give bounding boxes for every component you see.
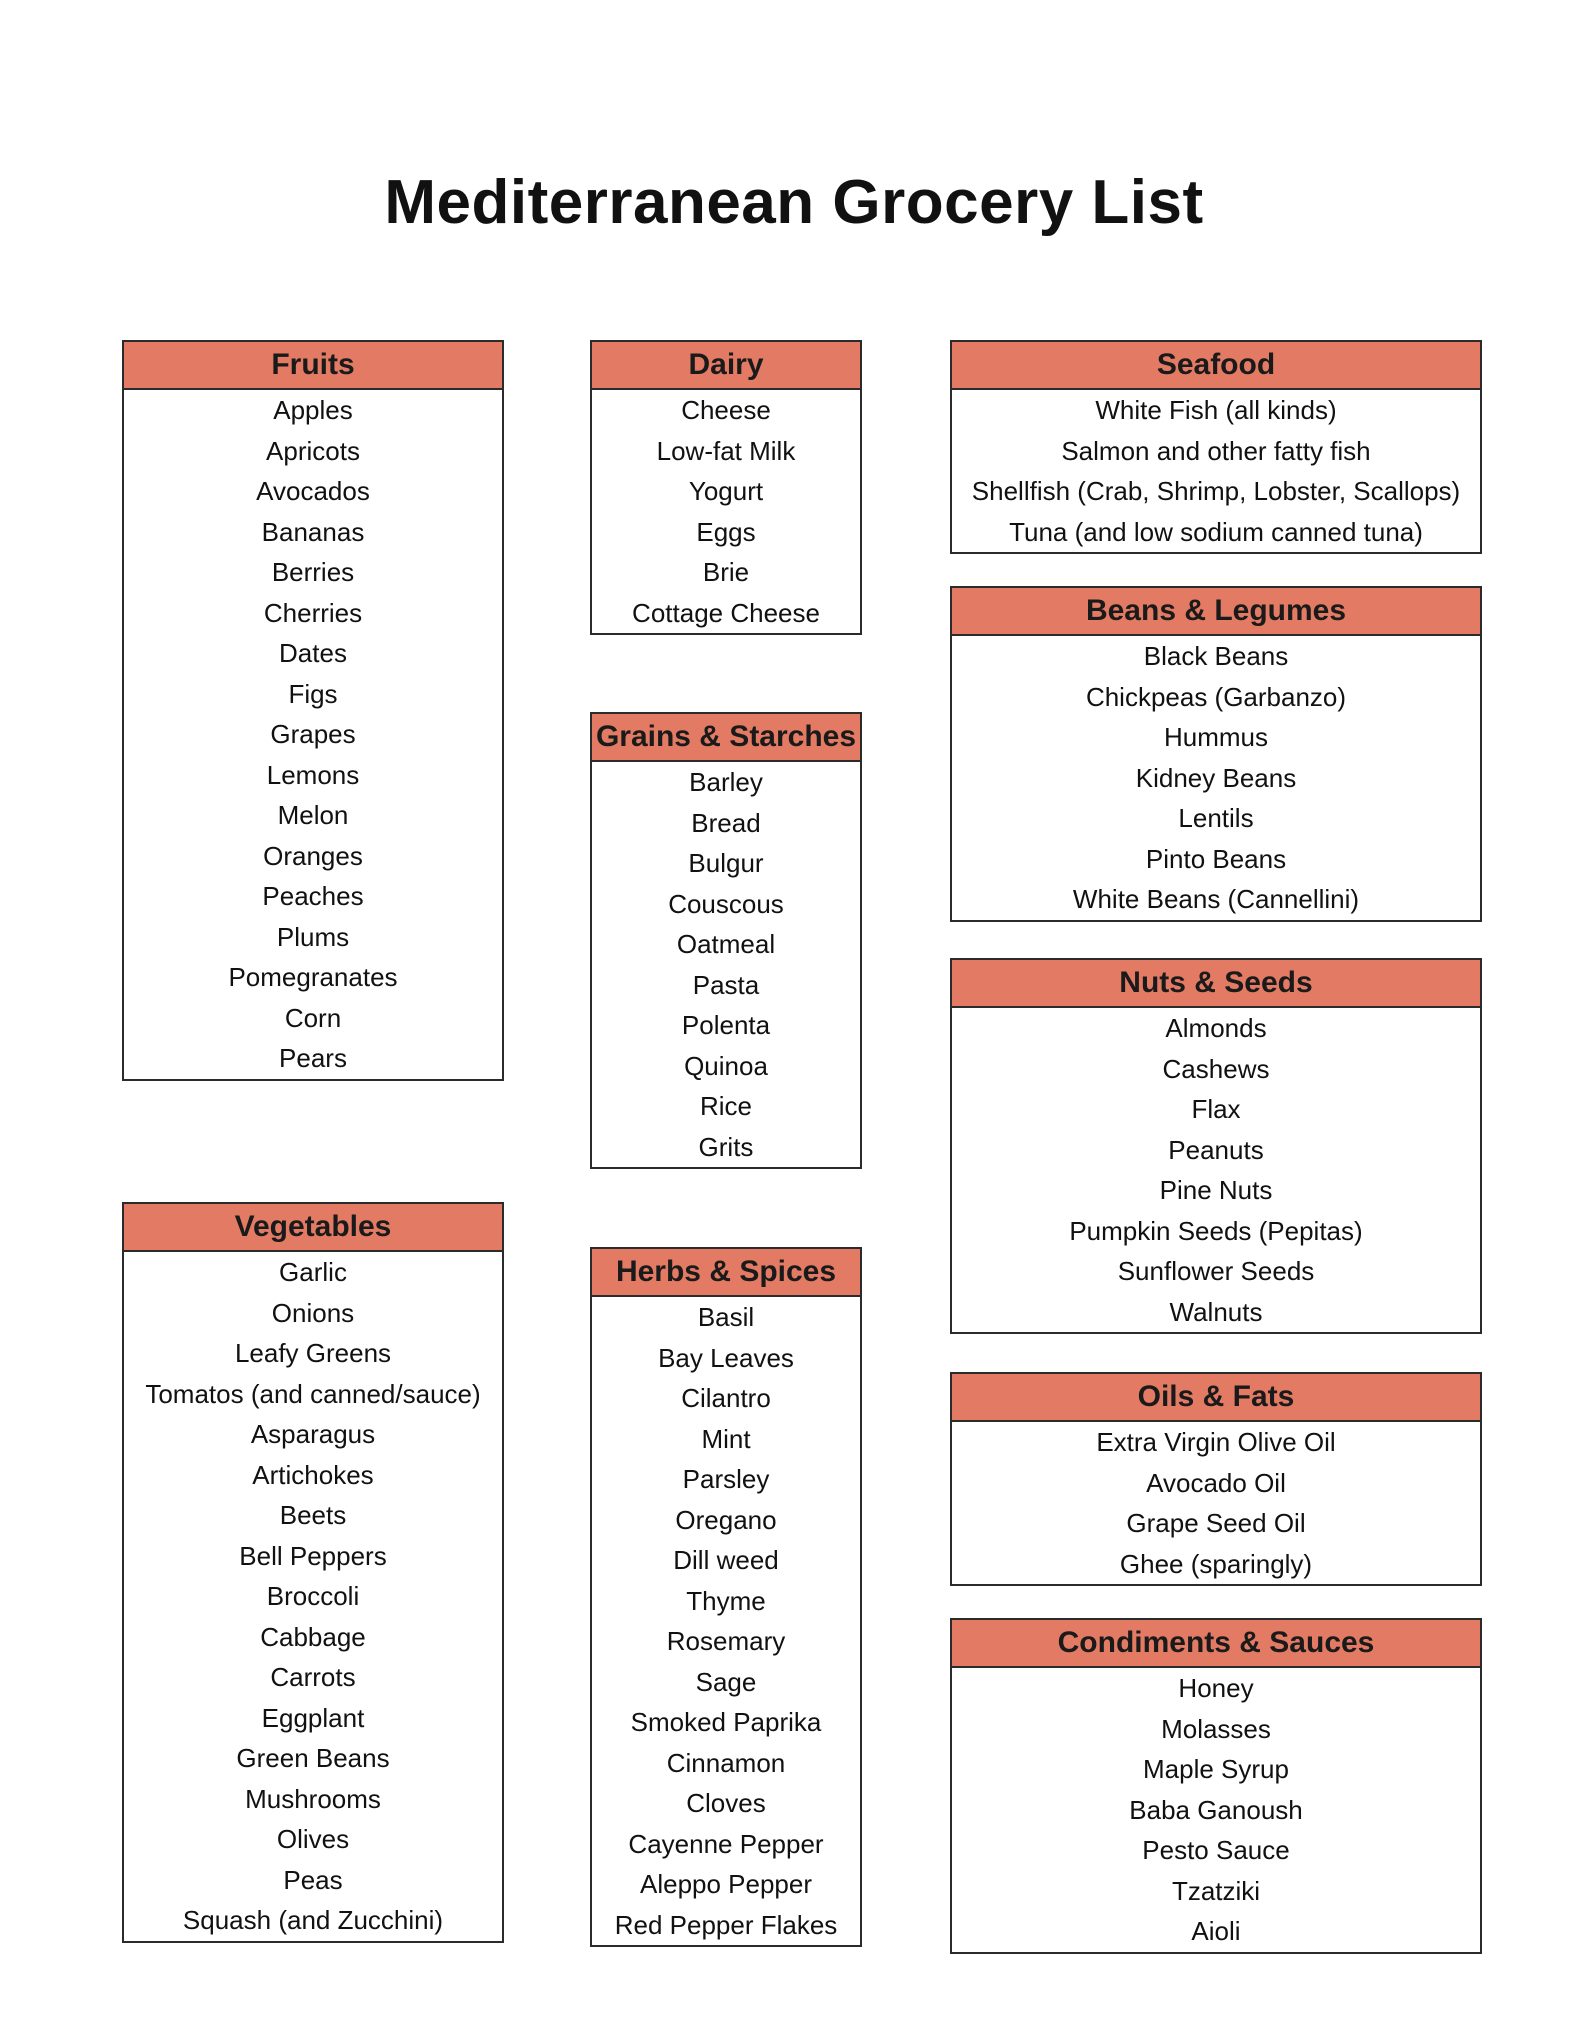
dairy-box (590, 340, 862, 635)
list-item: Almonds (1165, 1013, 1267, 1043)
beans-header: Beans & Legumes (952, 588, 1480, 636)
list-item: Tuna (and low sodium canned tuna) (1009, 516, 1423, 547)
list-item: Oregano (675, 1504, 777, 1535)
beans-box (950, 586, 1482, 922)
seafood-list (952, 390, 1480, 552)
oils-box (950, 1372, 1482, 1586)
condiments-header: Condiments & Sauces (952, 1620, 1480, 1668)
list-item: Peas (283, 1864, 343, 1895)
list-item: Bell Peppers (239, 1540, 387, 1571)
list-item: Apricots (266, 435, 360, 466)
list-item: Dill weed (673, 1545, 779, 1575)
list-item: Bulgur (688, 848, 764, 878)
list-item: Broccoli (266, 1581, 360, 1611)
herbs-header: Herbs & Spices (592, 1249, 860, 1297)
list-item: Bananas (261, 516, 365, 547)
list-item: White Beans (Cannellini) (1072, 884, 1360, 914)
dairy-header: Dairy (592, 342, 860, 390)
list-item: Basil (697, 1302, 755, 1332)
list-item: Kidney Beans (1135, 762, 1297, 793)
beans-list (952, 636, 1480, 920)
list-item: Eggplant (261, 1702, 365, 1733)
list-item: Olives (276, 1824, 350, 1854)
page-title: Mediterranean Grocery List (384, 168, 1204, 237)
list-item: Walnuts (1169, 1296, 1263, 1327)
grains-header: Grains & Starches (592, 714, 860, 762)
grains-box (590, 712, 862, 1169)
list-item: Dates (279, 638, 347, 668)
list-item: Pomegranates (228, 962, 398, 992)
list-item: White Fish (all kinds) (1095, 395, 1337, 425)
list-item: Cloves (686, 1788, 766, 1818)
herbs-list (592, 1297, 860, 1945)
list-item: Black Beans (1143, 641, 1289, 671)
list-item: Rosemary (666, 1626, 786, 1656)
list-item: Cherries (263, 597, 363, 628)
list-item: Quinoa (684, 1050, 768, 1081)
list-item: Cheese (681, 395, 771, 425)
vegetables-list (124, 1252, 502, 1941)
list-item: Baba Ganoush (1129, 1794, 1303, 1825)
list-item: Sage (695, 1666, 757, 1697)
list-item: Pasta (692, 969, 760, 1000)
list-item: Lentils (1178, 803, 1254, 833)
list-item: Pinto Beans (1145, 843, 1287, 874)
list-item: Carrots (270, 1662, 356, 1692)
seafood-box (950, 340, 1482, 554)
list-item: Beets (279, 1500, 347, 1530)
list-item: Oatmeal (676, 929, 776, 959)
oils-header: Oils & Fats (952, 1374, 1480, 1422)
list-item: Bay Leaves (658, 1342, 794, 1373)
list-item: Green Beans (236, 1743, 390, 1773)
list-item: Grits (698, 1131, 754, 1162)
list-item: Asparagus (250, 1419, 376, 1449)
nuts-header: Nuts & Seeds (952, 960, 1480, 1008)
list-item: Cabbage (260, 1621, 366, 1652)
list-item: Parsley (682, 1464, 770, 1494)
list-item: Polenta (681, 1010, 771, 1040)
list-item: Tzatziki (1171, 1875, 1261, 1906)
list-item: Oranges (263, 840, 363, 871)
list-item: Molasses (1161, 1713, 1271, 1744)
list-item: Leafy Greens (234, 1338, 392, 1368)
list-item: Cinnamon (666, 1747, 786, 1778)
list-item: Cashews (1162, 1053, 1270, 1084)
grains-list (592, 762, 860, 1167)
condiments-box (950, 1618, 1482, 1954)
list-item: Bread (691, 807, 761, 838)
list-item: Pesto Sauce (1142, 1835, 1290, 1865)
list-item: Honey (1178, 1673, 1254, 1703)
list-item: Maple Syrup (1143, 1754, 1289, 1784)
list-item: Melon (277, 800, 349, 830)
fruits-box (122, 340, 504, 1081)
nuts-box (950, 958, 1482, 1334)
list-item: Smoked Paprika (630, 1707, 822, 1737)
list-item: Barley (689, 767, 763, 797)
list-item: Peanuts (1168, 1134, 1264, 1165)
list-item: Cottage Cheese (632, 597, 820, 628)
list-item: Mint (701, 1423, 751, 1454)
nuts-list (952, 1008, 1480, 1332)
oils-list (952, 1422, 1480, 1584)
list-item: Grape Seed Oil (1126, 1508, 1306, 1538)
list-item: Aleppo Pepper (639, 1869, 813, 1899)
list-item: Yogurt (688, 476, 764, 506)
list-item: Brie (702, 557, 750, 587)
list-item: Pine Nuts (1159, 1175, 1273, 1205)
list-item: Sunflower Seeds (1117, 1256, 1315, 1286)
list-item: Eggs (696, 516, 756, 547)
list-item: Apples (273, 395, 353, 425)
list-item: Avocado Oil (1146, 1467, 1286, 1498)
list-item: Tomatos (and canned/sauce) (145, 1378, 481, 1409)
list-item: Cilantro (681, 1383, 771, 1413)
list-item: Cayenne Pepper (628, 1828, 824, 1859)
list-item: Plums (276, 921, 350, 952)
fruits-list (124, 390, 502, 1079)
list-item: Figs (288, 678, 338, 709)
list-item: Rice (699, 1091, 752, 1121)
list-item: Pumpkin Seeds (Pepitas) (1069, 1215, 1363, 1246)
seafood-header: Seafood (952, 342, 1480, 390)
list-item: Avocados (256, 476, 370, 506)
list-item: Lemons (266, 759, 360, 790)
fruits-header: Fruits (124, 342, 502, 390)
list-item: Ghee (sparingly) (1119, 1548, 1313, 1579)
list-item: Mushrooms (245, 1783, 381, 1814)
list-item: Hummus (1163, 722, 1268, 752)
vegetables-box (122, 1202, 504, 1943)
list-item: Low-fat Milk (656, 435, 796, 466)
vegetables-header: Vegetables (124, 1204, 502, 1252)
list-item: Onions (271, 1297, 355, 1328)
list-item: Salmon and other fatty fish (1061, 435, 1371, 466)
list-item: Corn (284, 1002, 342, 1033)
list-item: Red Pepper Flakes (614, 1909, 838, 1940)
list-item: Aioli (1191, 1916, 1241, 1946)
list-item: Garlic (279, 1257, 347, 1287)
list-item: Squash (and Zucchini) (182, 1905, 444, 1935)
list-item: Thyme (686, 1585, 766, 1616)
list-item: Shellfish (Crab, Shrimp, Lobster, Scallops) (971, 476, 1461, 506)
list-item: Pears (279, 1043, 347, 1073)
list-item: Extra Virgin Olive Oil (1096, 1427, 1336, 1457)
list-item: Flax (1191, 1094, 1241, 1124)
list-item: Artichokes (252, 1459, 374, 1490)
list-item: Couscous (668, 888, 784, 919)
list-item: Chickpeas (Garbanzo) (1085, 681, 1347, 712)
dairy-list (592, 390, 860, 633)
list-item: Grapes (270, 719, 356, 749)
list-item: Peaches (262, 881, 364, 911)
list-item: Berries (271, 557, 355, 587)
condiments-list (952, 1668, 1480, 1952)
herbs-box (590, 1247, 862, 1947)
